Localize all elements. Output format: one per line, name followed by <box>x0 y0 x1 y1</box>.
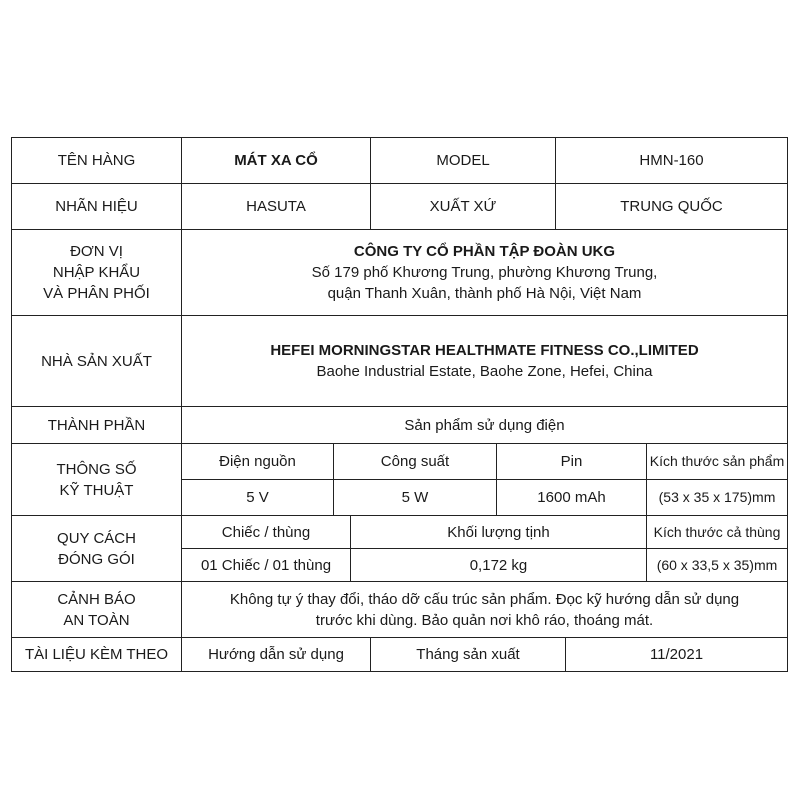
packing-label-line: ĐÓNG GÓI <box>58 550 135 568</box>
warning-text-line: Không tự ý thay đổi, tháo dỡ cấu trúc sản phẩm. Đọc kỹ hướng dẫn sử dụng <box>229 590 740 608</box>
spec-value-power-source: 5 V <box>181 479 334 516</box>
product-name-label: TÊN HÀNG <box>11 137 182 184</box>
warning-text <box>181 581 788 638</box>
spec-header-power: Công suất <box>333 443 497 480</box>
packing-value-per-carton: 01 Chiếc / 01 thùng <box>181 548 351 582</box>
model-label: MODEL <box>370 137 556 184</box>
spec-header-battery: Pin <box>496 443 647 480</box>
brand-value: HASUTA <box>181 183 371 230</box>
spec-value-dimensions: (53 x 35 x 175)mm <box>646 479 788 516</box>
manufacturer-info <box>181 315 788 407</box>
manufacture-month-value: 11/2021 <box>565 637 788 672</box>
manufacturer-company: HEFEI MORNINGSTAR HEALTHMATE FITNESS CO.,LIMITED <box>270 342 699 359</box>
origin-label: XUẤT XỨ <box>370 183 556 230</box>
spec-value-power: 5 W <box>333 479 497 516</box>
spec-value-battery: 1600 mAh <box>496 479 647 516</box>
importer-company: CÔNG TY CỔ PHẦN TẬP ĐOÀN UKG <box>353 243 616 260</box>
product-name-value: MÁT XA CỔ <box>181 137 371 184</box>
spec-header-dimensions: Kích thước sản phẩm <box>646 443 788 480</box>
manufacturer-address: Baohe Industrial Estate, Baohe Zone, Hefei, China <box>316 363 653 380</box>
importer-info <box>181 229 788 316</box>
warning-label-line: CẢNH BÁO <box>57 590 136 608</box>
packing-value-net-weight: 0,172 kg <box>350 548 647 582</box>
documents-value: Hướng dẫn sử dụng <box>181 637 371 672</box>
importer-label-line: ĐƠN VỊ <box>70 243 123 260</box>
brand-label: NHÃN HIỆU <box>11 183 182 230</box>
composition-label: THÀNH PHẦN <box>11 406 182 444</box>
packing-value-carton-size: (60 x 33,5 x 35)mm <box>646 548 788 582</box>
importer-label-line: VÀ PHÂN PHỐI <box>43 285 150 302</box>
importer-address-line: quận Thanh Xuân, thành phố Hà Nội, Việt Nam <box>327 285 642 302</box>
importer-label <box>11 229 182 316</box>
specs-label-line: THÔNG SỐ <box>56 460 137 478</box>
packing-header-carton-size: Kích thước cả thùng <box>646 515 788 549</box>
packing-header-per-carton: Chiếc / thùng <box>181 515 351 549</box>
packing-label-line: QUY CÁCH <box>57 529 136 547</box>
warning-text-line: trước khi dùng. Bảo quản nơi khô ráo, thoáng mát. <box>315 611 654 629</box>
manufacturer-label: NHÀ SẢN XUẤT <box>11 315 182 407</box>
packing-label <box>11 515 182 582</box>
manufacture-month-label: Tháng sản xuất <box>370 637 566 672</box>
warning-label-line: AN TOÀN <box>63 611 130 629</box>
importer-label-line: NHẬP KHẨU <box>52 264 141 281</box>
specs-label-line: KỸ THUẬT <box>59 481 134 499</box>
spec-header-power-source: Điện nguồn <box>181 443 334 480</box>
importer-address-line: Số 179 phố Khương Trung, phường Khương Trung, <box>311 264 658 281</box>
warning-label <box>11 581 182 638</box>
documents-label: TÀI LIỆU KÈM THEO <box>11 637 182 672</box>
composition-value: Sản phẩm sử dụng điện <box>181 406 788 444</box>
packing-header-net-weight: Khối lượng tịnh <box>350 515 647 549</box>
specs-label <box>11 443 182 516</box>
model-value: HMN-160 <box>555 137 788 184</box>
origin-value: TRUNG QUỐC <box>555 183 788 230</box>
product-spec-table <box>11 137 788 672</box>
